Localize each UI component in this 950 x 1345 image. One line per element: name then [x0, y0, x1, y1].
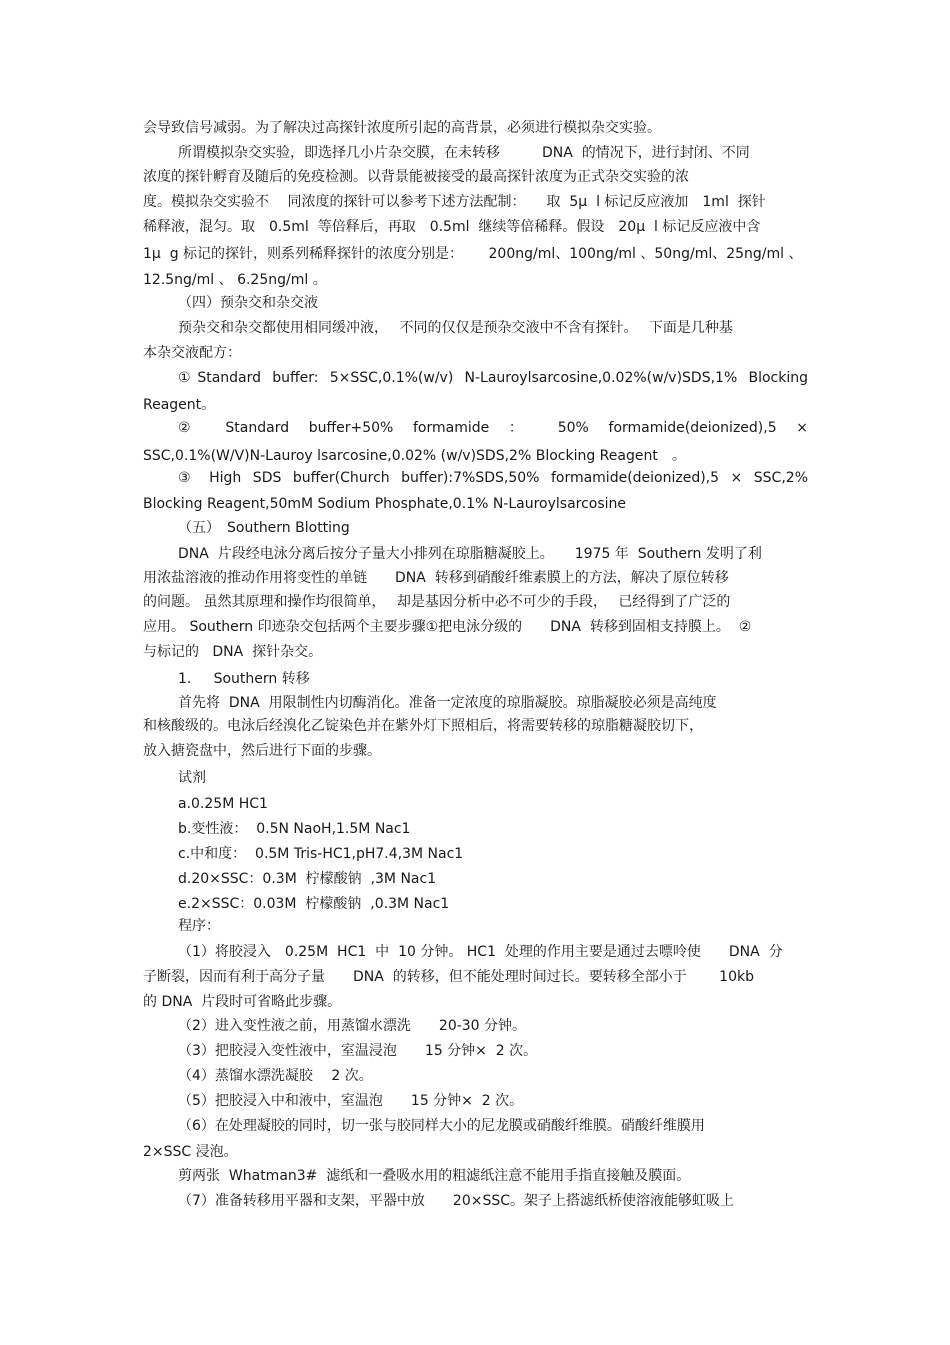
- formula-3-line-2: Blocking Reagent,50mM Sodium Phosphate,0.1% N-Lauroylsarcosine: [143, 496, 627, 512]
- step-2: （2）进入变性液之前，用蒸馏水漂洗 20-30 分钟。: [178, 1018, 527, 1034]
- text-line-24: 首先将 DNA 用限制性内切酶消化。准备一定浓度的琼脂凝胶。琼脂凝胶必须是高纯度: [178, 695, 717, 711]
- subsection-heading-1: 1. Southern 转移: [178, 671, 310, 687]
- text-line-10: 本杂交液配方：: [143, 345, 241, 361]
- text-line-22: 与标记的 DNA 探针杂交。: [143, 644, 323, 660]
- text-line-1: 会导致信号减弱。为了解决过高探针浓度所引起的高背景，必须进行模拟杂交实验。: [143, 120, 661, 136]
- step-6-line-1: （6）在处理凝胶的同时，切一张与胶同样大小的尼龙膜或硝酸纤维膜。硝酸纤维膜用: [178, 1118, 705, 1134]
- step-1-line-1: （1）将胶浸入 0.25M HC1 中 10 分钟。 HC1 处理的作用主要是通过去嘌呤使 DNA 分: [178, 944, 783, 960]
- section-heading-5: （五） Southern Blotting: [178, 520, 350, 536]
- formula-3-line-1: ③ High SDS buffer(Church buffer):7%SDS,50% formamide(deionized),5 × SSC,2%: [178, 470, 808, 486]
- reagent-d: d.20×SSC：0.3M 柠檬酸钠 ,3M Nac1: [178, 871, 437, 887]
- step-1-line-2: 子断裂，因而有利于高分子量 DNA 的转移，但不能处理时间过长。要转移全部小于 10kb: [143, 969, 754, 985]
- text-line-19: 用浓盐溶液的推动作用将变性的单链 DNA 转移到硝酸纤维素膜上的方法，解决了原位转移: [143, 570, 729, 586]
- text-line-4: 度。模拟杂交实验不 同浓度的探针可以参考下述方法配制： 取 5μ l 标记反应液加 1ml 探针: [143, 194, 766, 210]
- step-6-line-2: 2×SSC 浸泡。: [143, 1144, 238, 1160]
- step-7-line-1: （7）准备转移用平器和支架，平器中放 20×SSC。架子上搭滤纸桥使溶液能够虹吸上: [178, 1193, 734, 1209]
- reagents-label: 试剂: [178, 770, 206, 786]
- step-6-line-3: 剪两张 Whatman3# 滤纸和一叠吸水用的粗滤纸注意不能用手指直接触及膜面。: [178, 1168, 691, 1184]
- text-line-18: DNA 片段经电泳分离后按分子量大小排列在琼脂糖凝胶上。 1975 年 Southern 发明了利: [178, 546, 762, 562]
- text-line-26: 放入搪瓷盘中，然后进行下面的步骤。: [143, 743, 381, 759]
- reagent-c: c.中和度： 0.5M Tris-HC1,pH7.4,3M Nac1: [178, 846, 464, 862]
- section-heading-4: （四）预杂交和杂交液: [178, 295, 318, 311]
- text-line-3: 浓度的探针孵育及随后的免疫检测。以背景能被接受的最高探针浓度为正式杂交实验的浓: [143, 169, 689, 185]
- step-3: （3）把胶浸入变性液中，室温浸泡 15 分钟× 2 次。: [178, 1043, 538, 1059]
- text-line-2: 所谓模拟杂交实验，即选择几小片杂交膜，在未转移 DNA 的情况下，进行封闭、不同: [178, 145, 750, 161]
- reagent-e: e.2×SSC：0.03M 柠檬酸钠 ,0.3M Nac1: [178, 896, 450, 912]
- text-line-7: 12.5ng/ml 、 6.25ng/ml 。: [143, 272, 327, 288]
- formula-2-line-2: SSC,0.1%(W/V)N-Lauroy lsarcosine,0.02% (w/v)SDS,2% Blocking Reagent 。: [143, 448, 686, 464]
- formula-1-line-1: ①Standard buffer: 5×SSC,0.1%(w/v) N-Lauroylsarcosine,0.02%(w/v)SDS,1% Blocking: [178, 370, 808, 386]
- step-5: （5）把胶浸入中和液中，室温泡 15 分钟× 2 次。: [178, 1093, 524, 1109]
- formula-2-line-1: ② Standard buffer+50% formamide ： 50% formamide(deionized),5 ×: [178, 420, 808, 436]
- reagent-b: b.变性液： 0.5N NaoH,1.5M Nac1: [178, 821, 411, 837]
- procedure-label: 程序：: [178, 918, 220, 934]
- step-4: （4）蒸馏水漂洗凝胶 2 次。: [178, 1068, 373, 1084]
- text-line-25: 和核酸级的。电泳后经溴化乙锭染色并在紫外灯下照相后，将需要转移的琼脂糖凝胶切下，: [143, 718, 703, 734]
- formula-1-line-2: Reagent。: [143, 397, 216, 413]
- text-line-5: 稀释液，混匀。取 0.5ml 等倍释后，再取 0.5ml 继续等倍稀释。假设 20μ l 标记反应液中含: [143, 219, 761, 235]
- reagent-a: a.0.25M HC1: [178, 796, 268, 812]
- text-line-21: 应用。 Southern 印迹杂交包括两个主要步骤①把电泳分级的 DNA 转移到固相支持膜上。 ②: [143, 619, 752, 635]
- text-line-6: 1μ g 标记的探针，则系列稀释探针的浓度分别是： 200ng/ml、100ng/ml 、50ng/ml、25ng/ml 、: [143, 246, 803, 262]
- text-line-20: 的问题。 虽然其原理和操作均很简单， 却是基因分析中必不可少的手段， 已经得到了广泛的: [143, 594, 731, 610]
- text-line-9: 预杂交和杂交都使用相同缓冲液， 不同的仅仅是预杂交液中不含有探针。 下面是几种基: [178, 320, 733, 336]
- step-1-line-3: 的 DNA 片段时可省略此步骤。: [143, 994, 342, 1010]
